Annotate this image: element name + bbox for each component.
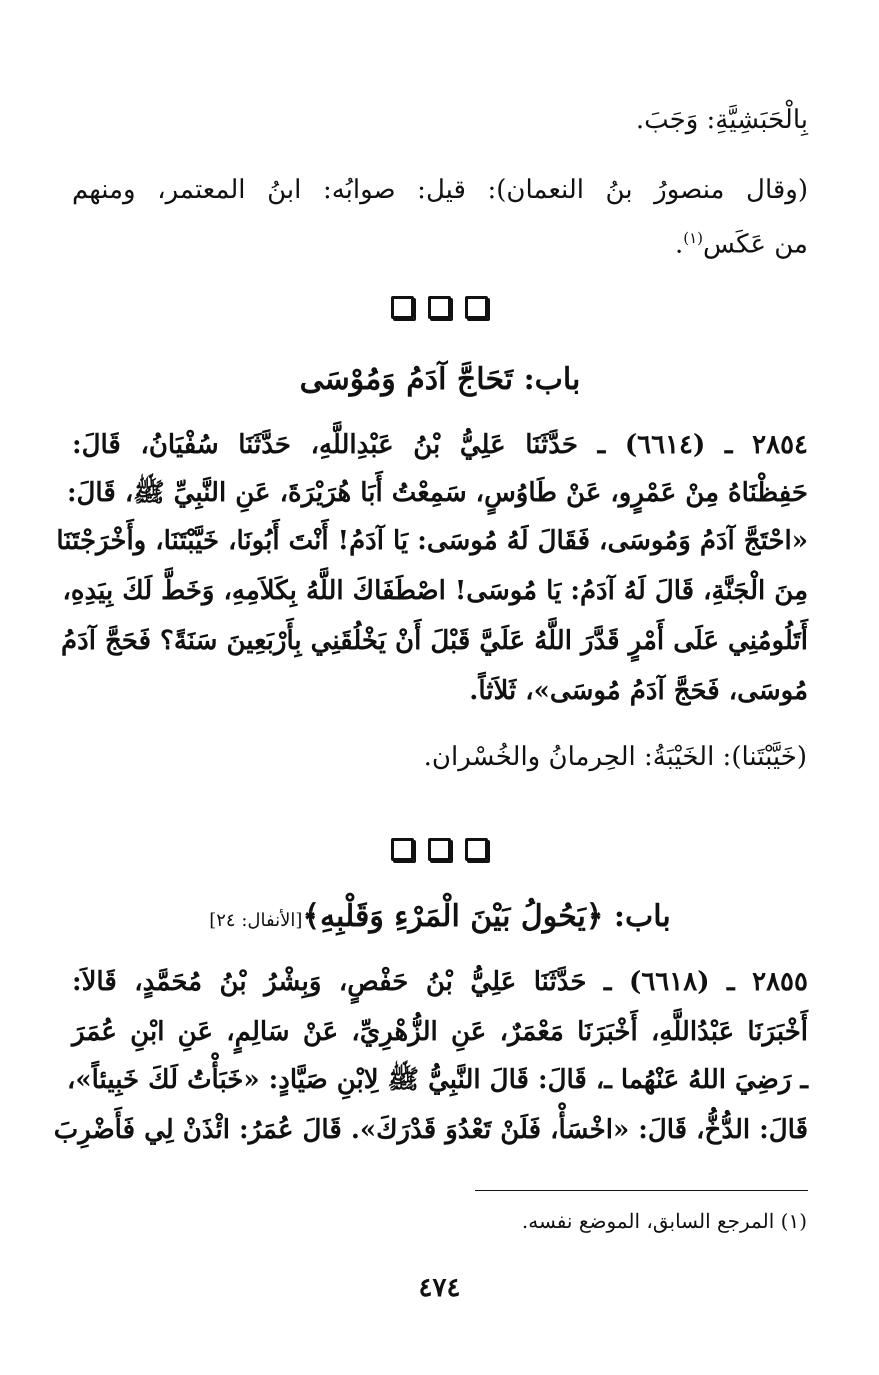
chapter-heading-title: باب: ﴿يَحُولُ بَيْنَ الْمَرْءِ وَقَلْبِهِ﴾ [302, 899, 671, 934]
quran-reference: [الأنفال: ٢٤] [209, 910, 303, 931]
hadith-line: قَالَ: الدُّخُّ، قَالَ: «اخْسَأْ، فَلَنْ تَعْدُوَ قَدْرَكَ». قَالَ عُمَرُ: ائْذَنْ لِي فَأَضْرِبَ [53, 1115, 808, 1145]
text-line: بِالْحَبَشِيَّةِ: وَجَبَ. [635, 105, 808, 135]
text-line: (وقال منصورُ بنُ النعمان): قيل: صوابُه: ابنُ المعتمر، ومنهم [72, 175, 808, 205]
footnote: (١) المرجع السابق، الموضع نفسه. [521, 1209, 807, 1233]
page-number: ٤٧٤ [418, 1273, 461, 1303]
hadith-line: مُوسَى، فَحَجَّ آدَمُ مُوسَى»، ثَلاَثاً. [469, 676, 808, 706]
explanatory-note: (خَيَّبْتَنا): الخَيْبَةُ: الحِرمانُ والخُسْران. [423, 742, 807, 772]
hadith-line: ٢٨٥٥ ـ (٦٦١٨) ـ حَدَّثَنَا عَلِيُّ بْنُ حَفْصٍ، وَبِشْرُ بْنُ مُحَمَّدٍ، قَالاَ: [72, 967, 808, 997]
hadith-line: ـ رَضِيَ اللهُ عَنْهُما ـ، قَالَ: قَالَ النَّبِيُّ ﷺ لِابْنِ صَيَّادٍ: «خَبَأْتُ لَكَ خَبِيئاً»، [66, 1065, 808, 1095]
hadith-line: «احْتَجَّ آدَمُ وَمُوسَى، فَقَالَ لَهُ مُوسَى: يَا آدَمُ! أَنْتَ أَبُونَا، خَيَّبْتَنَا، وأَخْرَجْتَنَا [56, 526, 808, 556]
hadith-line: أَتَلُومُنِي عَلَى أَمْرٍ قَدَّرَ اللَّهُ عَلَيَّ قَبْلَ أَنْ يَخْلُقَنِي بِأَرْبَعِينَ سَنَةً؟ فَحَجَّ آدَمُ [61, 626, 808, 656]
hadith-line: أَخْبَرَنَا عَبْدُاللَّهِ، أَخْبَرَنَا مَعْمَرٌ، عَنِ الزُّهْرِيِّ، عَنْ سَالِمٍ، عَنِ ابْنِ عُمَرَ [72, 1017, 808, 1047]
footnote-divider [475, 1190, 808, 1191]
hadith-line: ٢٨٥٤ ـ (٦٦١٤) ـ حَدَّثَنَا عَلِيُّ بْنُ عَبْدِاللَّهِ، حَدَّثَنَا سُفْيَانُ، قَالَ: [72, 430, 808, 460]
chapter-heading [72, 895, 808, 943]
footnote-marker: (١) [683, 229, 703, 247]
square-ornament-icon [428, 838, 451, 861]
chapter-heading: باب: تَحَاجَّ آدَمُ وَمُوْسَى [299, 362, 581, 397]
square-ornament-icon [465, 296, 488, 319]
square-ornament-icon [428, 296, 451, 319]
square-ornament-icon [391, 838, 414, 861]
section-separator [0, 296, 879, 319]
hadith-line: حَفِظْنَاهُ مِنْ عَمْرٍو، عَنْ طَاوُسٍ، سَمِعْتُ أَبَا هُرَيْرَةَ، عَنِ النَّبِيِّ ﷺ، قَالَ: [66, 478, 808, 508]
square-ornament-icon [391, 296, 414, 319]
square-ornament-icon [465, 838, 488, 861]
text-line: من عَكَس$^{(١)}$. [674, 229, 808, 260]
hadith-line: مِنَ الْجَنَّةِ، قَالَ لَهُ آدَمُ: يَا مُوسَى! اصْطَفَاكَ اللَّهُ بِكَلاَمِهِ، وَخَطَّ لَكَ بِيَدِهِ، [62, 576, 808, 606]
section-separator [0, 838, 879, 861]
